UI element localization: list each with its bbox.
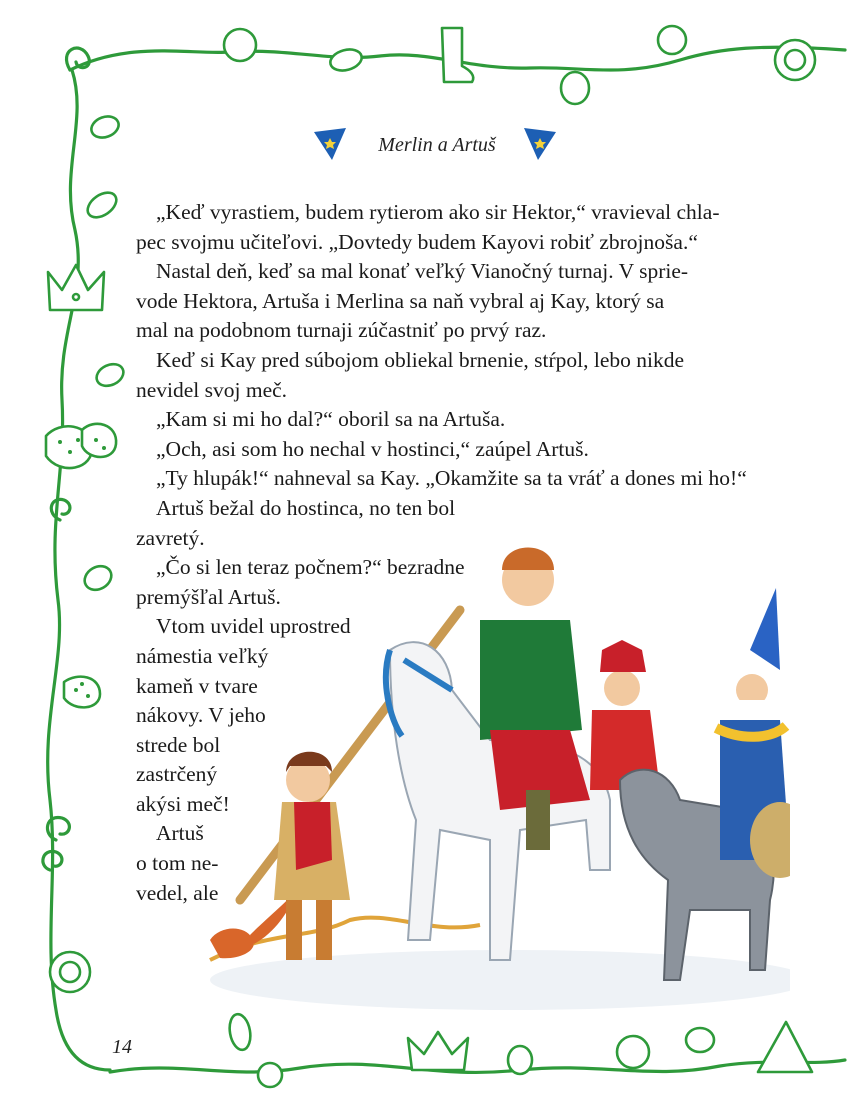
wizard-hat-icon [310, 124, 350, 164]
text-line: „Ty hlupák!“ nahneval sa Kay. „Okamžite sa ta vráť a dones mi ho!“ [156, 466, 747, 491]
text-line: zastrčený [136, 762, 218, 787]
text-line: námestia veľký [136, 643, 269, 668]
text-line: Keď si Kay pred súbojom obliekal brnenie, stŕpol, lebo nikde [156, 347, 684, 372]
text-line: „Kam si mi ho dal?“ oboril sa na Artuša. [156, 407, 506, 432]
text-line: kameň v tvare [136, 673, 258, 698]
text-line: Artuš bežal do hostinca, no ten bol [156, 495, 456, 520]
text-line: „Keď vyrastiem, budem rytierom ako sir Hektor,“ vravieval chla- [156, 200, 720, 224]
text-line: pec svojmu učiteľovi. „Dovtedy budem Kayovi robiť zbrojnoša.“ [136, 229, 698, 254]
text-line: nákovy. V jeho [136, 703, 266, 728]
wizard-hat-icon-right [520, 124, 560, 164]
page-number: 14 [112, 1036, 132, 1058]
text-line: „Och, asi som ho nechal v hostinci,“ zaúpel Artuš. [156, 436, 589, 461]
text-line: akýsi meč! [136, 791, 230, 816]
text-line: Nastal deň, keď sa mal konať veľký Vianočný turnaj. V sprie- [156, 259, 689, 284]
text-line: „Čo si len teraz počnem?“ bezradne [156, 555, 465, 580]
text-line: vode Hektora, Artuša i Merlina sa naň vybral aj Kay, ktorý sa [136, 288, 665, 313]
chapter-header [310, 122, 560, 172]
text-line: strede bol [136, 732, 221, 757]
chapter-title: Merlin a Artuš [378, 134, 496, 156]
text-line: premýšľal Artuš. [136, 584, 281, 609]
text-line: nevidel svoj meč. [136, 377, 288, 402]
illustration-arthur-procession [190, 540, 790, 1020]
text-line: o tom ne- [136, 851, 219, 876]
text-line: Artuš [156, 821, 204, 846]
text-line: mal na podobnom turnaji zúčastniť po prvý raz. [136, 318, 547, 343]
text-line: Vtom uvidel uprostred [156, 614, 351, 639]
text-line: vedel, ale [136, 880, 219, 905]
text-line: zavretý. [136, 525, 205, 550]
